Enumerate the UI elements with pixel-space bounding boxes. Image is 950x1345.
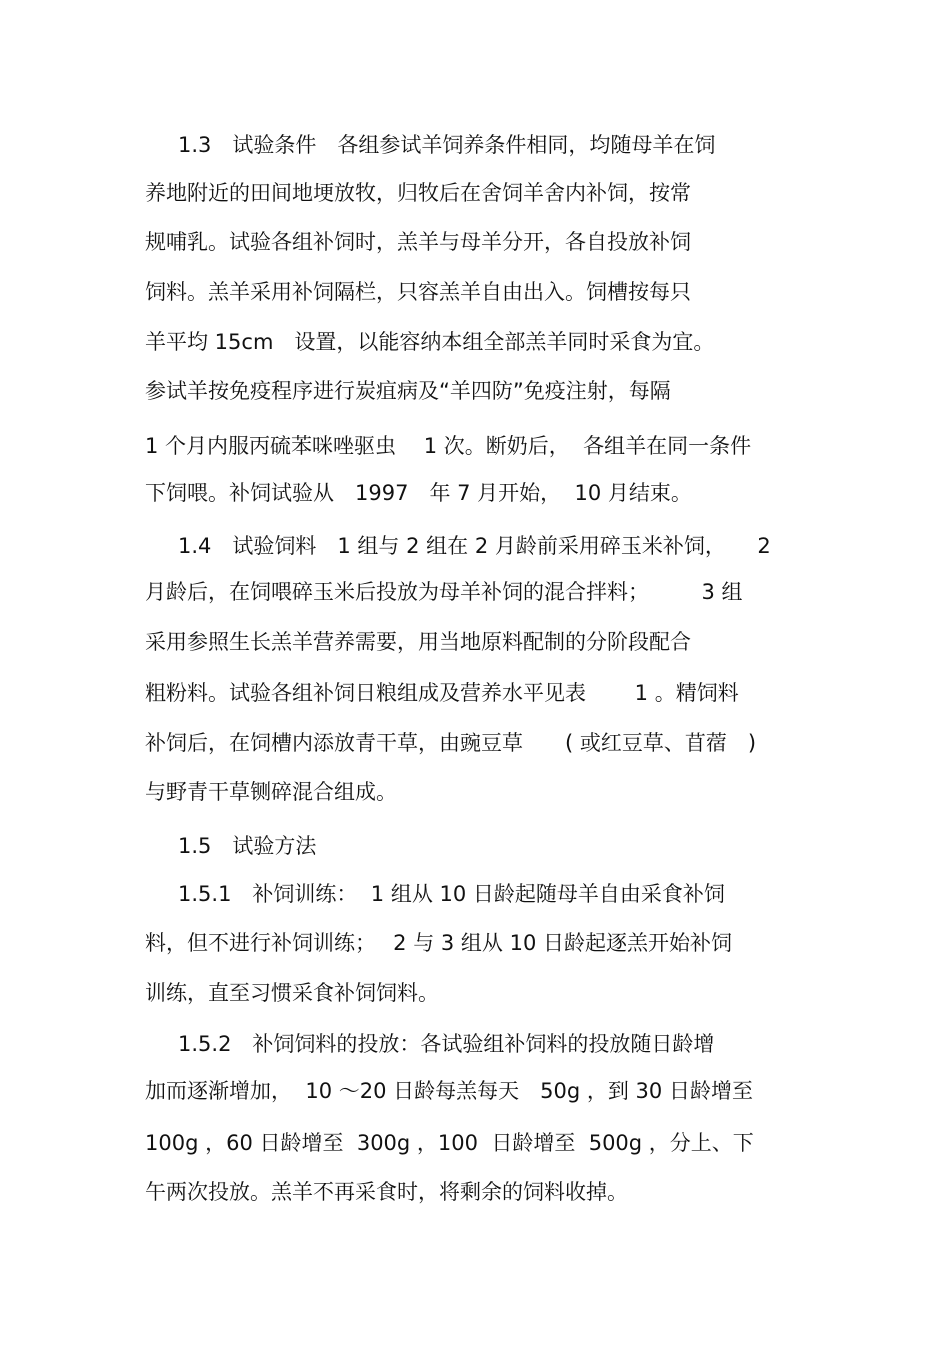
text-line: 1.5.1 补饲训练： 1 组从 10 日龄起随母羊自由采食补饲 [178,882,725,906]
text-line: 1.5.2 补饲饲料的投放：各试验组补饲料的投放随日龄增 [178,1032,715,1056]
text-line: 规哺乳。试验各组补饲时，羔羊与母羊分开，各自投放补饲 [145,230,691,254]
section-heading: 1.5 试验方法 [178,834,317,858]
text-line: 1.4 试验饲料 1 组与 2 组在 2 月龄前采用碎玉米补饲， 2 [178,534,771,558]
text-line: 1.3 试验条件 各组参试羊饲养条件相同，均随母羊在饲 [178,133,716,157]
text-line: 与野青干草铡碎混合组成。 [145,780,397,804]
text-line: 参试羊按免疫程序进行炭疽病及“羊四防”免疫注射，每隔 [145,379,671,403]
text-line: 午两次投放。羔羊不再采食时，将剩余的饲料收掉。 [145,1180,628,1204]
text-line: 下饲喂。补饲试验从 1997 年 7 月开始， 10 月结束。 [145,481,692,505]
text-line: 饲料。羔羊采用补饲隔栏，只容羔羊自由出入。饲槽按每只 [145,280,691,304]
text-line: 月龄后，在饲喂碎玉米后投放为母羊补饲的混合拌料； 3 组 [145,580,743,604]
text-line: 加而逐渐增加， 10 ～20 日龄每羔每天 50g ，到 30 日龄增至 [145,1079,753,1103]
text-line: 1 个月内服丙硫苯咪唑驱虫 1 次。断奶后， 各组羊在同一条件 [145,434,752,458]
text-line: 料，但不进行补饲训练； 2 与 3 组从 10 日龄起逐羔开始补饲 [145,931,732,955]
text-line: 训练，直至习惯采食补饲饲料。 [145,981,439,1005]
text-line: 采用参照生长羔羊营养需要，用当地原料配制的分阶段配合 [145,630,691,654]
text-line: 养地附近的田间地埂放牧，归牧后在舍饲羊舍内补饲，按常 [145,181,691,205]
text-line: 100g ，60 日龄增至 300g ，100 日龄增至 500g ，分上、下 [145,1131,754,1155]
text-line: 粗粉料。试验各组补饲日粮组成及营养水平见表 1 。精饲料 [145,681,739,705]
text-line: 羊平均 15cm 设置，以能容纳本组全部羔羊同时采食为宜。 [145,330,715,354]
text-line: 补饲后，在饲槽内添放青干草，由豌豆草 ( 或红豆草、苜蓿 ) [145,731,757,755]
